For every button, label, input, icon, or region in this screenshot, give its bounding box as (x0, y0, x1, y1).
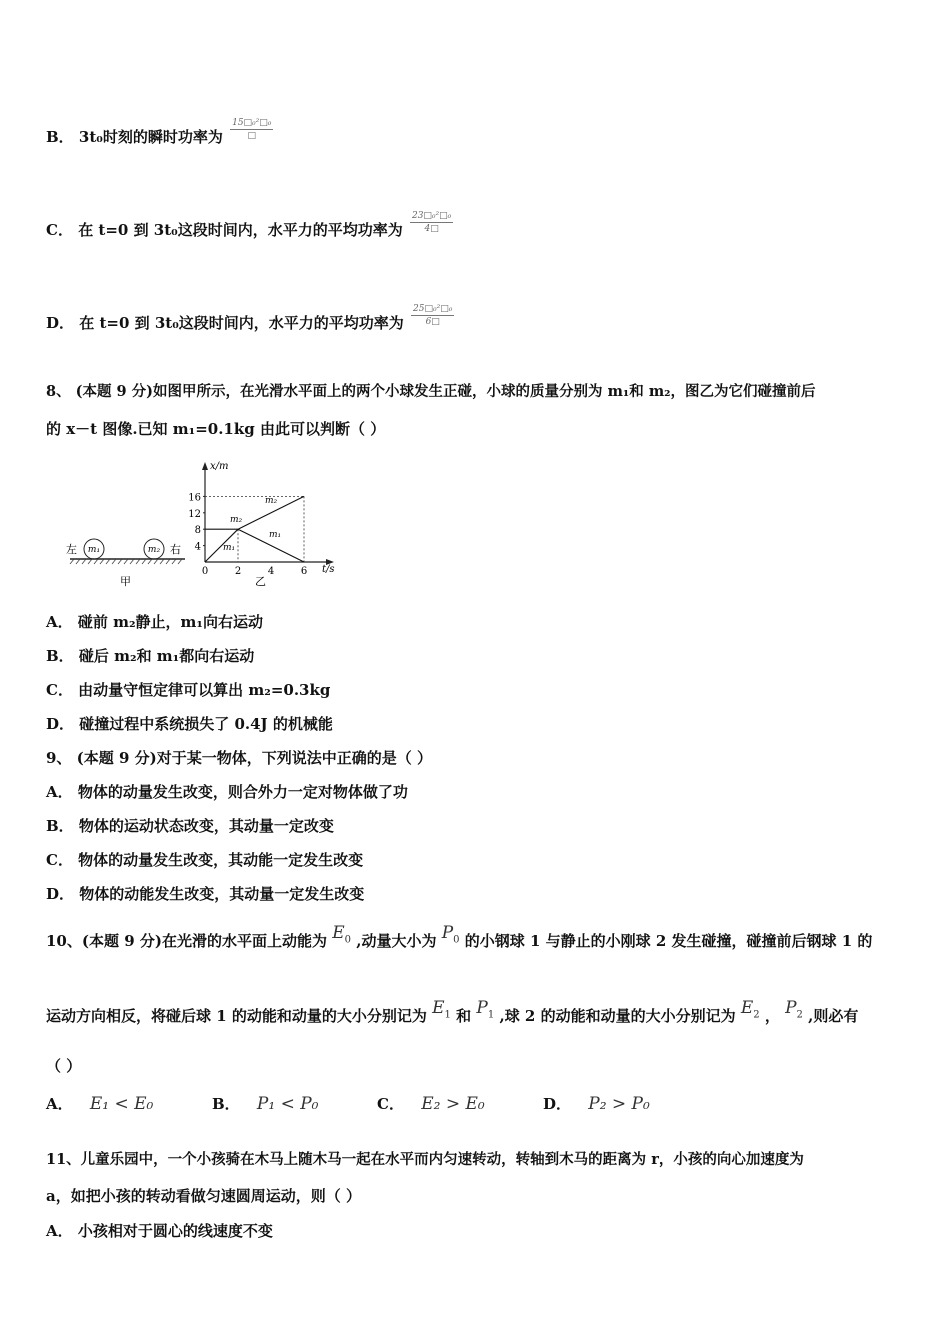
q10-stem-line1 (46, 923, 873, 958)
fraction-numerator: 15□₀²□₀ (232, 117, 272, 128)
x-tick-label: 4 (267, 566, 275, 577)
y-tick-label: 16 (188, 492, 201, 504)
q10-option-d (543, 1093, 650, 1114)
q9-option-b: B． 物体的运动状态改变，其动量一定改变 (46, 817, 334, 835)
q10-stem-line2 (46, 998, 859, 1033)
figure-yi-graph (188, 461, 334, 588)
q8-figure (60, 452, 350, 592)
q8-option-a: A． 碰前 m₂静止，m₁向右运动 (46, 613, 263, 631)
option-label: A． (46, 1095, 73, 1113)
x-tick-label: 2 (234, 566, 242, 577)
symbol-e2: $E_2$ (740, 998, 760, 1021)
q8-option-c: C． 由动量守恒定律可以算出 m₂=0.3kg (46, 681, 331, 699)
text-segment: 运动方向相反，将碰后球 1 的动能和动量的大小分别记为 (46, 1007, 427, 1025)
option-expression: P₁ < P₀ (256, 1094, 319, 1114)
text-segment: ,球 2 的动能和动量的大小分别记为 (499, 1007, 736, 1025)
symbol-letter: E (332, 923, 345, 943)
right-label: 右 (170, 543, 181, 556)
figure-jia (66, 539, 185, 588)
q8-stem-line1: 8、 (本题 9 分)如图甲所示，在光滑水平面上的两个小球发生正碰，小球的质量分别为 m₁和 m₂，图乙为它们碰撞前后 (46, 383, 816, 400)
option-text: 3t₀时刻的瞬时功率为 (78, 128, 223, 146)
series-lines (205, 496, 304, 562)
text-segment: 10、(本题 9 分)在光滑的水平面上动能为 (46, 932, 327, 950)
q8-stem-line2: 的 x－t 图像.已知 m₁=0.1kg 由此可以判断（ ） (46, 420, 386, 438)
symbol-p0: $P_0$ (441, 923, 460, 946)
q11-stem-line1: 11、儿童乐园中，一个小孩骑在木马上随木马一起在水平而内匀速转动，转轴到木马的距离为 r，小孩的向心加速度为 (46, 1151, 804, 1168)
option-text: 在 t=0 到 3t₀这段时间内，水平力的平均功率为 (78, 221, 403, 239)
caption-jia: 甲 (120, 575, 131, 588)
y-ticks (188, 492, 205, 552)
symbol-e0: $E_0$ (332, 923, 351, 946)
y-tick-label: 4 (194, 541, 201, 553)
fraction-numerator: 25□₀²□₀ (413, 303, 453, 314)
line-label-m2-before: m₂ (230, 515, 243, 525)
x-axis-label: t/s (322, 564, 335, 575)
ball-m1-label: m₁ (87, 545, 101, 555)
option-label: D． (46, 314, 75, 332)
option-label: C． (377, 1095, 404, 1113)
fraction-numerator: 23□₀²□₀ (411, 210, 452, 221)
symbol-letter: E (432, 998, 445, 1018)
y-axis-arrow (202, 462, 208, 470)
q11-stem-line2: a，如把小孩的转动看做匀速圆周运动，则（ ） (46, 1187, 361, 1205)
symbol-p2: $P_2$ (785, 998, 803, 1021)
q8-figure-svg (60, 452, 350, 592)
option-text: 在 t=0 到 3t₀这段时间内，水平力的平均功率为 (79, 314, 404, 332)
y-axis-label: x/m (210, 461, 229, 472)
left-label: 左 (66, 543, 77, 556)
q9-stem: 9、 (本题 9 分)对于某一物体，下列说法中正确的是（ ） (46, 749, 432, 767)
q10-paren: （ ） (46, 1057, 82, 1075)
q7-option-b (46, 117, 273, 147)
symbol-letter: P (476, 998, 488, 1018)
line-label-m2-after: m₂ (265, 496, 278, 506)
option-expression: P₂ > P₀ (588, 1094, 650, 1114)
text-segment: 和 (456, 1007, 472, 1025)
y-tick-label: 8 (194, 525, 201, 537)
text-segment: ,则必有 (808, 1007, 859, 1025)
text-segment: ,动量大小为 (356, 932, 437, 950)
q7-option-c (46, 210, 453, 240)
y-tick-label: 12 (188, 508, 201, 520)
q8-option-d: D． 碰撞过程中系统损失了 0.4J 的机械能 (46, 715, 333, 733)
text-segment: 的小钢球 1 与静止的小刚球 2 发生碰撞，碰撞前后钢球 1 的 (464, 932, 873, 950)
symbol-letter: P (441, 923, 454, 943)
symbol-letter: P (785, 998, 797, 1018)
x-tick-label: 6 (300, 566, 308, 577)
fraction-denominator: 6□ (425, 316, 440, 327)
line-label-m1-after: m₁ (269, 530, 282, 540)
option-label: B． (46, 128, 74, 146)
symbol-letter: E (740, 998, 754, 1018)
fraction-formula (410, 210, 453, 235)
q10-option-b (212, 1093, 318, 1114)
option-label: D． (543, 1095, 572, 1113)
q9-option-d: D． 物体的动能发生改变，其动量一定发生改变 (46, 885, 365, 903)
line-label-m1-before: m₁ (223, 543, 236, 553)
text-segment: ， (764, 1007, 780, 1025)
q11-option-a: A． 小孩相对于圆心的线速度不变 (46, 1222, 273, 1240)
option-label: C． (46, 221, 73, 239)
q10-option-a (46, 1093, 153, 1114)
q7-option-d (46, 303, 454, 333)
option-expression: E₁ < E₀ (89, 1094, 154, 1114)
fraction-formula (411, 303, 454, 328)
symbol-p1: $P_1$ (476, 998, 495, 1021)
q9-option-c: C． 物体的动量发生改变，其动能一定发生改变 (46, 851, 364, 869)
q8-option-b: B． 碰后 m₂和 m₁都向右运动 (46, 647, 255, 665)
fraction-denominator: □ (247, 130, 256, 141)
caption-yi: 乙 (255, 575, 266, 588)
symbol-e1: $E_1$ (432, 998, 451, 1021)
x-tick-label: 0 (201, 566, 209, 577)
ball-m2-label: m₂ (147, 545, 161, 555)
fraction-denominator: 4□ (424, 223, 439, 234)
q10-option-c (377, 1093, 485, 1114)
option-label: B． (212, 1095, 240, 1113)
option-expression: E₂ > E₀ (421, 1094, 485, 1114)
q9-option-a: A． 物体的动量发生改变，则合外力一定对物体做了功 (46, 783, 408, 801)
fraction-formula (230, 117, 273, 142)
